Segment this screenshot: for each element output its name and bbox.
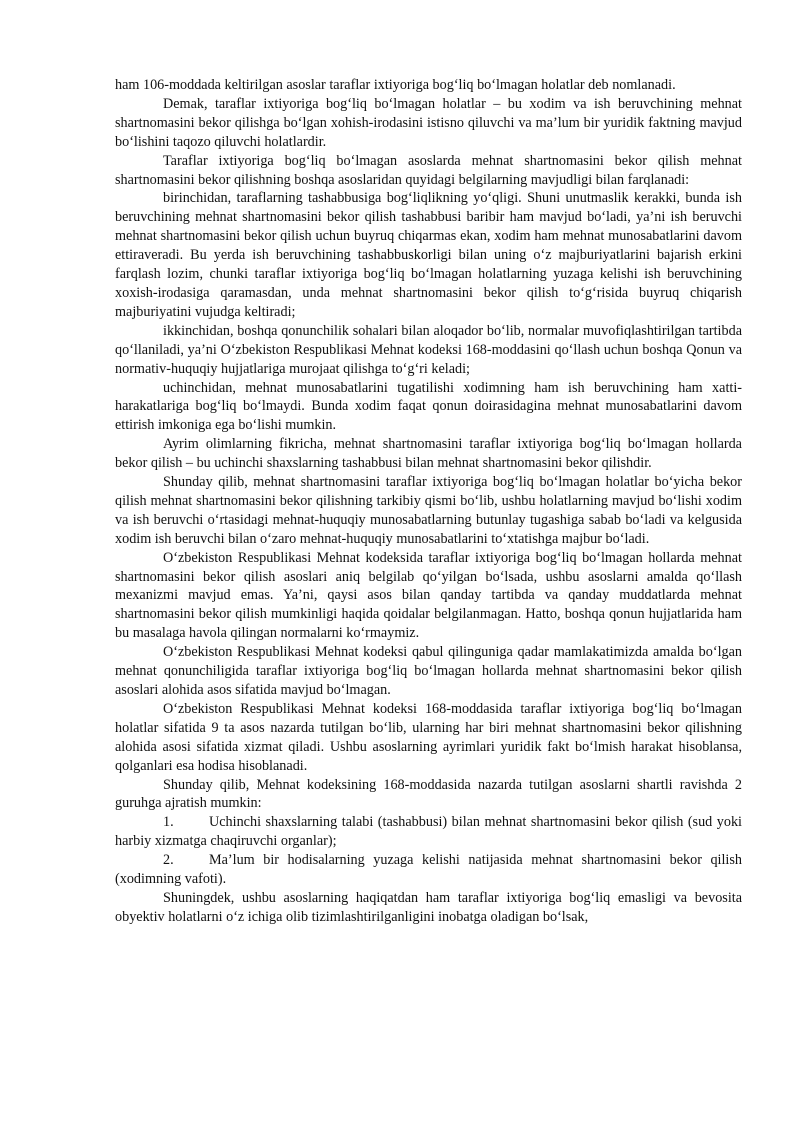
paragraph: Ayrim olimlarning fikricha, mehnat shartnomasini taraflar ixtiyoriga bog‘liq bo‘lmagan hollarda bekor qilish – bu uchinchi shaxslarning tashabbusi bilan mehnat shartnomasini bekor qilishdir. — [115, 436, 742, 472]
numbered-list-item — [115, 813, 742, 851]
numbered-list-item — [115, 851, 742, 889]
list-item-text: Ma’lum bir hodisalarning yuzaga kelishi natijasida mehnat shartnomasini bekor qilish (xodimning vafoti). — [115, 852, 742, 888]
paragraph: ham 106-moddada keltirilgan asoslar taraflar ixtiyoriga bog‘liq bo‘lmagan holatlar deb nomlanadi. — [115, 77, 676, 93]
list-item-number: 2. — [163, 852, 174, 869]
paragraph: O‘zbekiston Respublikasi Mehnat kodeksi 168-moddasida taraflar ixtiyoriga bog‘liq bo‘lmagan holatlar sifatida 9 ta asos nazarda tutilgan bo‘lib, ularning har biri mehnat shartnomasini bekor qilishning alohida asosi sifatida xizmat qiladi. Ushbu asoslarning ayrimlari yuridik fakt bo‘lmish harakat hisoblansa, qolganlari esa hodisa hisoblanadi. — [115, 700, 742, 774]
list-item-number: 1. — [163, 814, 174, 831]
paragraph: uchinchidan, mehnat munosabatlarini tugatilishi xodimning ham ish beruvchining ham xatti-harakatlariga bog‘liq bo‘lmaydi. Bunda xodim faqat qonun doirasidagina mehnat munosabatlarini davom ettirish imkoniga ega bo‘lishi mumkin. — [115, 379, 742, 434]
paragraph: O‘zbekiston Respublikasi Mehnat kodeksi qabul qilinguniga qadar mamlakatimizda amalda bo‘lgan mehnat qonunchiligida taraflar ixtiyoriga bog‘liq bo‘lmagan hollarda mehnat shartnomasini bekor qilish asoslari alohida asos sifatida mavjud bo‘lmagan. — [115, 644, 742, 698]
document-body — [115, 76, 742, 927]
paragraph: O‘zbekiston Respublikasi Mehnat kodeksida taraflar ixtiyoriga bog‘liq bo‘lmagan hollarda mehnat shartnomasini bekor qilish asoslari aniq belgilab qo‘yilgan bo‘lsada, ushbu asoslarni amalda qo‘llash mexanizmi mavjud emas. Ya’ni, qaysi asos bilan qanday tartibda va qanday muddatlarda mehnat shartnomasini bekor qilish mumkinligi haqida qoidalar belgilanmagan. Hatto, boshqa qonun hujjatlarida ham bu masalaga havola qilingan normalarni ko‘rmaymiz. — [115, 549, 742, 642]
paragraph: Taraflar ixtiyoriga bog‘liq bo‘lmagan asoslarda mehnat shartnomasini bekor qilish mehnat shartnomasini bekor qilishning boshqa asoslaridan quyidagi belgilarning mavjudligi bilan farqlanadi: — [115, 152, 742, 188]
paragraph: Shunday qilib, Mehnat kodeksining 168-moddasida nazarda tutilgan asoslarni shartli ravishda 2 guruhga ajratish mumkin: — [115, 776, 742, 812]
paragraph: Shunday qilib, mehnat shartnomasini taraflar ixtiyoriga bog‘liq bo‘lmagan holatlar bo‘yicha bekor qilish mehnat shartnomasini bekor qilishning tarkibiy qismi bo‘lib, ushbu holatlarning mavjud bo‘lishi xodim va ish beruvchi o‘rtasidagi mehnat-huquqiy munosabatlarning butunlay tugashiga sabab bo‘ladi va kelgusida xodim ish beruvchi bilan o‘zaro mehnat-huquqiy munosabatlarini to‘xtatishga majbur bo‘ladi. — [115, 474, 742, 547]
paragraph: ikkinchidan, boshqa qonunchilik sohalari bilan aloqador bo‘lib, normalar muvofiqlashtirilgan tartibda qo‘llaniladi, ya’ni O‘zbekiston Respublikasi Mehnat kodeksi 168-moddasini qo‘llash uchun boshqa Qonun va normativ-huquqiy hujjatlariga murojaat qilishga to‘g‘ri keladi; — [115, 322, 742, 377]
paragraph: Demak, taraflar ixtiyoriga bog‘liq bo‘lmagan holatlar – bu xodim va ish beruvchining mehnat shartnomasini bekor qilishga bo‘lgan xohish-irodasini istisno qiluvchi va ma’lum bir yuridik faktning mavjud bo‘lishini taqozo qiluvchi holatlardir. — [115, 95, 742, 150]
closing-paragraph: Shuningdek, ushbu asoslarning haqiqatdan ham taraflar ixtiyoriga bog‘liq emasligi va bevosita obyektiv holatlarni o‘z ichiga olib tizimlashtirilganligini inobatga oladigan bo‘lsak, — [115, 889, 742, 925]
list-item-text: Uchinchi shaxslarning talabi (tashabbusi) bilan mehnat shartnomasini bekor qilish (sud yoki harbiy xizmatga chaqiruvchi organlar); — [115, 814, 742, 850]
paragraph: birinchidan, taraflarning tashabbusiga bog‘liqlikning yo‘qligi. Shuni unutmaslik kerakki, bunda ish beruvchining mehnat shartnomasini bekor qilish tashabbusi baribir ham mavjud bo‘ladi, ya’ni ish beruvchi mehnat shartnomasini bekor qilish uchun buyruq chiqarmas ekan, xodim ham mehnat munosabatlarini davom ettiraveradi. Bu yerda ish beruvchining tashabbuskorligi bilan uning o‘z majburiyatlarini bajarish erkini farqlash lozim, chunki taraflar ixtiyoriga bog‘liq bo‘lmagan holatlarning yuzaga kelishi ish beruvchining xoxish-irodasiga qaramasdan, unda mehnat shartnomasini bekor qilish to‘g‘risida buyruq chiqarish majburiyatini vujudga keltiradi; — [115, 190, 742, 320]
